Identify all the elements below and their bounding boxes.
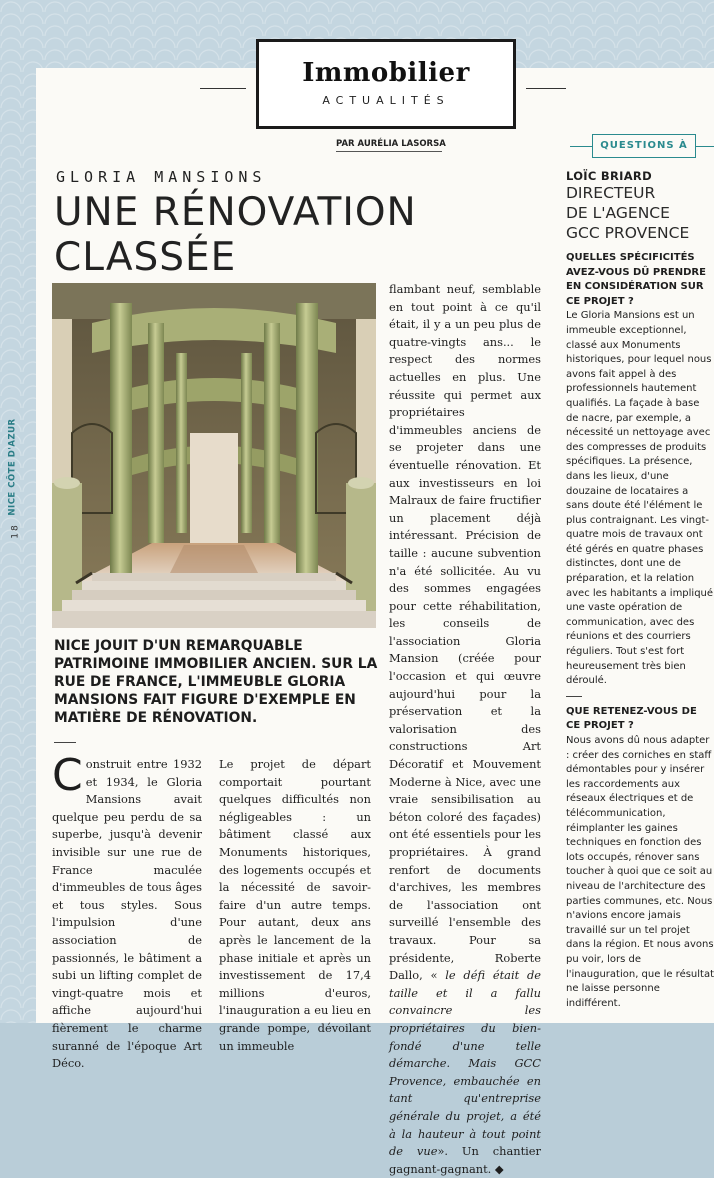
photo-caption: NICE JOUIT D'UN REMARQUABLE PATRIMOINE IMMOBILIER ANCIEN. SUR LA RUE DE FRANCE, L'IMMEUBLE GLORIA MANSIONS FAIT FIGURE D'EXEMPLE EN MATIÈRE DE RÉNOVATION.: [54, 638, 378, 726]
article-text-col2: Le projet de départ comportait pourtant quelques difficultés non négligeables : un bâtiment classé aux Monuments historiques, des logements occupés et la nécessité de savoir-faire d'un autre temps. Pour autant, deux ans après le lancement de la phase initiale et après un investissement de 17,4 millions d'euros, l'inauguration a eu lieu en grande pompe, dévoilant un immeuble: [219, 757, 371, 1053]
masthead: [256, 39, 516, 129]
interviewee-role-2: DE L'AGENCE: [566, 204, 670, 222]
staircase-photo: [52, 283, 376, 628]
side-section-label: [0, 418, 20, 538]
article-column-2: [219, 756, 371, 1055]
headline-line-1: UNE RÉNOVATION: [54, 190, 417, 235]
interviewee-role-1: DIRECTEUR: [566, 184, 656, 202]
article-text-col1: onstruit entre 1932 et 1934, le Gloria Mansions avait quelque peu perdu de sa superbe, jusqu'à devenir invisible sur une rue de France maculée d'immeubles de tous âges et tous styles. Sous l'impulsion d'une association de passionnés, le bâtiment a subi un lifting complet de vingt-quatre mois et affiche aujourd'hui fièrement le charme suranné de l'époque Art Déco.: [52, 757, 202, 1071]
interviewee-name: LOÏC BRIARD: [566, 169, 652, 183]
answer-1: Le Gloria Mansions est un immeuble exceptionnel, classé aux Monuments historiques, pour lequel nous avons fait appel à des professionnels hautement qualifiés. La façade à base de nacre, par exemple, a nécessité un nettoyage avec des compresses de produits spécifiques. La présence, dans les lieux, d'une douzaine de locataires a sans doute été l'élément le plus contraignant. Les vingt-quatre mois de travaux ont été gérés en quatre phases distinctes, dont une de préparation, et la relation avec les habitants a impliqué une vaste opération de communication, avec des réunions et des courriers réguliers. Tout s'est fort heureusement très bien déroulé.: [566, 310, 714, 687]
interviewee-role-3: GCC PROVENCE: [566, 224, 690, 242]
byline: PAR AURÉLIA LASORSA: [336, 139, 446, 149]
staircase-illustration: [52, 283, 376, 628]
question-2: QUE RETENEZ-VOUS DE CE PROJET ?: [566, 705, 697, 732]
byline-rule: [336, 151, 442, 152]
headline: [54, 190, 417, 280]
qa-badge: QUESTIONS À: [592, 134, 696, 158]
interview-sidebar: [566, 169, 714, 1011]
drop-cap: C: [52, 750, 83, 801]
article-text-col3a: flambant neuf, semblable en tout point à ce qu'il était, il y a un peu plus de quatre-vingts ans... le respect des normes actuelles en plus. Une réussite qui permet aux propriétaires d'immeubles anciens de se projeter dans une éventuelle rénovation. Et aux investisseurs en loi Malraux de faire fructifier un placement déjà intéressant. Précision de taille : aucune subvention n'a été sollicitée. Au vu des sommes engagées pour cette réhabilitation, les conseils de l'association Gloria Mansion (créée pour l'occasion et qui œuvre aujourd'hui pour la préservation et la valorisation des constructions Art Décoratif et Mouvement Moderne à Nice, avec une vraie sensibilisation au béton coloré des façades) ont été essentiels pour les propriétaires. À grand renfort de documents d'archives, les membres de l'association ont surveillé l'ensemble des travaux. Pour sa présidente, Roberte Dallo, «: [389, 282, 541, 983]
caption-rule: [54, 742, 76, 743]
article-text-col3b: ». Un chantier gagnant-gagnant. ◆: [389, 1144, 541, 1176]
article-quote: le défi était de taille et il a fallu convaincre les propriétaires du bien-fondé d'une telle démarche. Mais GCC Provence, embauchée en tant qu'entreprise générale du projet, a été à la hauteur à tout point de vue: [389, 968, 541, 1159]
masthead-title: Immobilier: [302, 58, 470, 88]
side-label-text: NICE CÔTE D'AZUR: [7, 418, 18, 516]
article-column-1: [52, 750, 202, 1073]
answer-2: Nous avons dû nous adapter : créer des corniches en staff démontables pour y insérer les raccordements aux réseaux électriques et de télécommunication, réimplanter les gaines techniques en fonction des lots occupés, rénover sans toucher à quoi que ce soit au niveau de l'architecture des parties communes, etc. Nous n'avions encore jamais travaillé sur un tel projet dans la région. Et nous avons pu voir, lors de l'inauguration, que le résultat ne laisse personne indifférent.: [566, 735, 714, 1009]
article-column-3: [389, 281, 541, 1178]
headline-line-2: CLASSÉE: [54, 235, 237, 280]
page-number: 18: [10, 523, 21, 539]
question-1: QUELLES SPÉCIFICITÉS AVEZ-VOUS DÛ PRENDRE EN CONSIDÉRATION SUR CE PROJET ?: [566, 252, 706, 307]
masthead-rule-right: [526, 88, 566, 89]
masthead-subtitle: ACTUALITÉS: [322, 94, 450, 107]
section-kicker: GLORIA MANSIONS: [56, 168, 267, 186]
qa-divider: [566, 696, 582, 697]
masthead-rule-left: [200, 88, 246, 89]
